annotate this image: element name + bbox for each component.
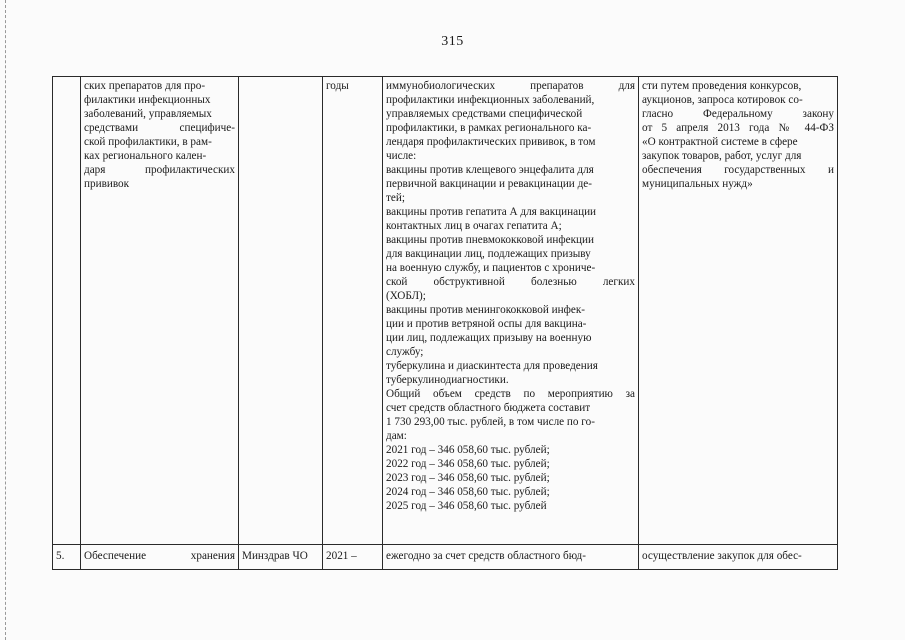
text-line: (ХОБЛ);: [386, 290, 426, 302]
text-line: осуществление закупок для обес-: [642, 550, 802, 562]
cell-expected-result: [639, 77, 838, 545]
text-line: «О контрактной системе в сфере: [642, 136, 798, 148]
text-line: ках региональногo кален-: [84, 150, 207, 162]
text-line: ции лиц, подлежащих призыву на военную: [386, 332, 592, 344]
text-line: иммунобиологических препаратов для: [386, 80, 635, 92]
cell-measure-name: [81, 545, 239, 570]
text-line: ежегодно за счет средств областного бюд-: [386, 550, 586, 562]
cell-expected-result: [639, 545, 838, 570]
table-row-5: [53, 545, 838, 570]
text-line: 2025 год – 346 058,60 тыс. рублей: [386, 500, 547, 512]
text-line: Обеспечение хранения: [84, 550, 235, 562]
text-line: аукционов, запроса котировок со-: [642, 94, 803, 106]
text-line: тей;: [386, 192, 405, 204]
text-line: прививок: [84, 178, 130, 190]
text-line: вакцины против клещевого энцефалита для: [386, 164, 594, 176]
cell-term: годы: [323, 77, 383, 545]
cell-executor: Минздрав ЧО: [239, 545, 323, 570]
cell-number: [53, 77, 81, 545]
measures-table: [52, 76, 838, 570]
text-line: ции и против ветряной оспы для вакцина-: [386, 318, 587, 330]
cell-measure-name: [81, 77, 239, 545]
cell-term: 2021 –: [323, 545, 383, 570]
text-line: муниципальных нужд»: [642, 178, 753, 190]
text-line: вакцины против гепатита А для вакцинации: [386, 206, 597, 218]
text-line: туберкулина и диаскинтеста для проведения: [386, 360, 598, 372]
text-line: сти путем проведения конкурсов,: [642, 80, 802, 92]
text-line: дам:: [386, 430, 407, 442]
text-line: ских препаратов для про-: [84, 80, 206, 92]
text-line: профилактики, в рамках регионального ка-: [386, 122, 592, 134]
cell-number: 5.: [53, 545, 81, 570]
text-line: для вакцинации лиц, подлежащих призыву: [386, 248, 591, 260]
cell-description: [383, 77, 639, 545]
cell-executor: [239, 77, 323, 545]
text-line: 1 730 293,00 тыс. рублей, в том числе по го-: [386, 416, 595, 428]
text-line: службу;: [386, 346, 424, 358]
text-line: 2021 год – 346 058,60 тыс. рублей;: [386, 444, 550, 456]
text-line: профилактики инфекционных заболеваний,: [386, 94, 595, 106]
text-line: от 5 апреля 2013 года № 44-ФЗ: [642, 122, 834, 134]
text-line: ской профилактики, в рам-: [84, 136, 212, 148]
text-line: вакцины против пневмококковой инфекции: [386, 234, 595, 246]
text-line: 2023 год – 346 058,60 тыс. рублей;: [386, 472, 550, 484]
cell-description: [383, 545, 639, 570]
page-number: 315: [441, 34, 464, 49]
text-line: лендаря профилактических прививок, в том: [386, 136, 596, 148]
text-line: 2024 год – 346 058,60 тыс. рублей;: [386, 486, 550, 498]
text-line: первичной вакцинации и ревакцинации де-: [386, 178, 592, 190]
text-line: контактных лиц в очагах гепатита А;: [386, 220, 562, 232]
text-line: средствами специфиче-: [84, 122, 235, 134]
text-line: на военную службу, и пациентов с хрониче-: [386, 262, 596, 274]
text-line: гласно Федеральному закону: [642, 108, 834, 120]
text-line: заболеваний, управляемых: [84, 108, 212, 120]
scan-edge-line: [5, 0, 6, 640]
text-line: вакцины против менингококковой инфек-: [386, 304, 585, 316]
text-line: филактики инфекционных: [84, 94, 211, 106]
text-line: числе:: [386, 150, 417, 162]
text-line: управляемых средствами специфической: [386, 108, 583, 120]
text-line: счет средств областного бюджета составит: [386, 402, 591, 414]
text-line: туберкулинодиагностики.: [386, 374, 509, 386]
text-line: даря профилактических: [84, 164, 235, 176]
table-row-continued: [53, 77, 838, 545]
text-line: Общий объем средств по мероприятию за: [386, 388, 635, 400]
text-line: закупок товаров, работ, услуг для: [642, 150, 802, 162]
text-line: обеспечения государственных и: [642, 164, 834, 176]
text-line: 2022 год – 346 058,60 тыс. рублей;: [386, 458, 550, 470]
text-line: ской обструктивной болезнью легких: [386, 276, 635, 288]
